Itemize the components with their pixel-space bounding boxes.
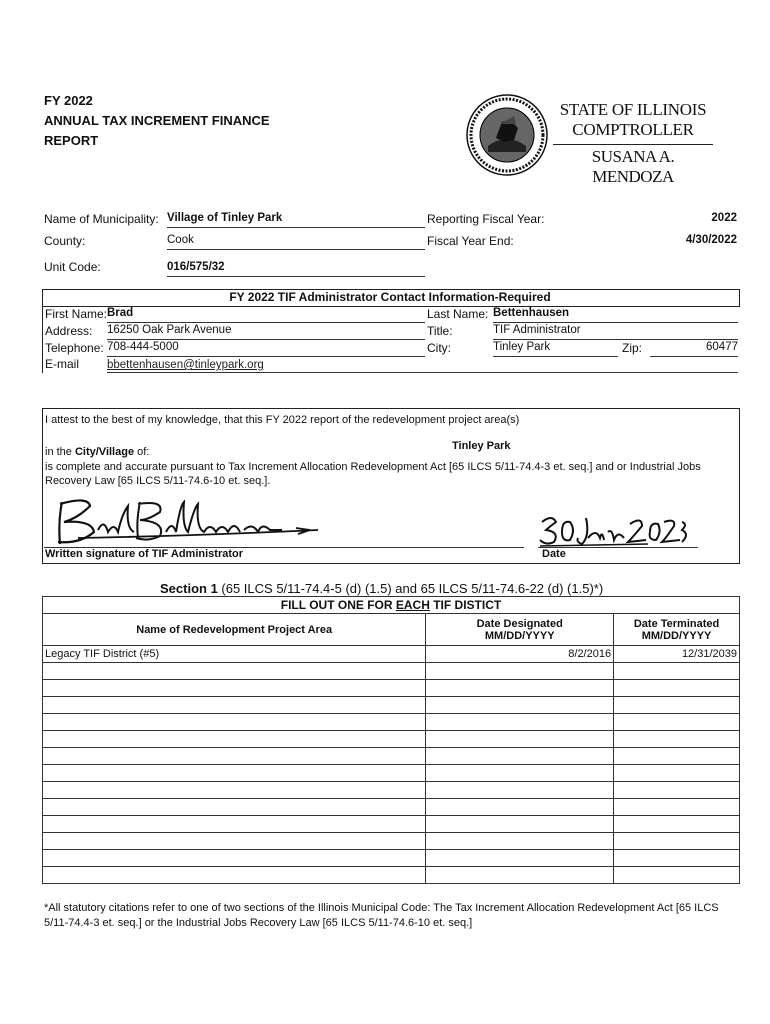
county-value: Cook — [167, 234, 425, 250]
designated-header-line-1: Date Designated — [476, 617, 563, 630]
table-row — [43, 867, 740, 884]
state-seal-icon — [466, 94, 548, 176]
empty-cell — [614, 782, 740, 799]
date-caption: Date — [542, 548, 566, 560]
empty-cell — [43, 799, 426, 816]
empty-cell — [426, 799, 614, 816]
city-value: Tinley Park — [493, 341, 618, 357]
empty-cell — [614, 816, 740, 833]
unit-code-value: 016/575/32 — [167, 261, 425, 277]
empty-cell — [43, 731, 426, 748]
date-terminated-cell: 12/31/2039 — [614, 646, 740, 663]
table-row — [43, 782, 740, 799]
attest-city-value: Tinley Park — [452, 440, 511, 452]
empty-cell — [43, 748, 426, 765]
telephone-label: Telephone: — [45, 341, 104, 355]
empty-cell — [43, 867, 426, 884]
empty-cell — [426, 833, 614, 850]
table-row — [43, 731, 740, 748]
empty-cell — [43, 697, 426, 714]
city-label: City: — [427, 341, 451, 355]
state-name: STATE OF ILLINOIS — [559, 100, 707, 119]
email-label: E-mail — [45, 357, 80, 371]
empty-cell — [614, 765, 740, 782]
empty-cell — [43, 816, 426, 833]
address-label: Address: — [45, 324, 93, 338]
empty-cell — [43, 833, 426, 850]
designated-header-line-2: MM/DD/YYYY — [484, 629, 555, 642]
address-value: 16250 Oak Park Avenue — [107, 324, 425, 340]
column-header-designated — [426, 614, 614, 646]
district-name-cell: Legacy TIF District (#5) — [43, 646, 426, 663]
empty-cell — [614, 680, 740, 697]
empty-cell — [426, 697, 614, 714]
section-1-number: Section 1 — [160, 581, 218, 596]
empty-cell — [614, 799, 740, 816]
county-label: County: — [44, 234, 86, 248]
table-row — [43, 714, 740, 731]
attest-line-1: I attest to the best of my knowledge, that this FY 2022 report of the redevelopment project area(s) — [45, 414, 520, 426]
terminated-header-line-1: Date Terminated — [633, 617, 720, 630]
empty-cell — [426, 765, 614, 782]
empty-cell — [614, 833, 740, 850]
date-designated-cell: 8/2/2016 — [426, 646, 614, 663]
table-row — [43, 680, 740, 697]
empty-cell — [426, 663, 614, 680]
empty-cell — [426, 731, 614, 748]
table-row — [43, 646, 740, 663]
empty-cell — [426, 680, 614, 697]
office-name: COMPTROLLER — [572, 120, 694, 139]
title-line-1: FY 2022 — [44, 93, 93, 108]
municipality-label: Name of Municipality: — [44, 212, 159, 226]
attest-city-line — [45, 446, 149, 458]
telephone-value: 708-444-5000 — [107, 341, 425, 357]
table-row — [43, 799, 740, 816]
fiscal-year-label: Reporting Fiscal Year: — [427, 212, 545, 226]
fiscal-year-value: 2022 — [711, 212, 737, 224]
empty-cell — [426, 782, 614, 799]
zip-value: 60477 — [650, 341, 738, 357]
empty-cell — [43, 782, 426, 799]
title-value: TIF Administrator — [493, 324, 738, 340]
fill-out-each: EACH — [395, 598, 430, 612]
table-row — [43, 748, 740, 765]
empty-cell — [426, 850, 614, 867]
section-1-citation: (65 ILCS 5/11-74.4-5 (d) (1.5) and 65 ILCS 5/11-74.6-22 (d) (1.5)*) — [217, 581, 604, 596]
official-name: SUSANA A. MENDOZA — [553, 144, 713, 187]
empty-cell — [614, 663, 740, 680]
table-row — [43, 833, 740, 850]
empty-cell — [426, 714, 614, 731]
empty-cell — [614, 748, 740, 765]
empty-cell — [43, 663, 426, 680]
column-header-terminated — [614, 614, 740, 646]
report-title — [44, 91, 270, 151]
title-line-3: REPORT — [44, 133, 99, 148]
empty-cell — [426, 748, 614, 765]
email-underline — [107, 372, 738, 373]
tif-district-table — [42, 596, 740, 884]
column-header-name: Name of Redevelopment Project Area — [43, 614, 426, 646]
first-name-label: First Name: — [45, 307, 108, 321]
fiscal-year-end-label: Fiscal Year End: — [427, 234, 514, 248]
table-row — [43, 816, 740, 833]
email-link[interactable]: bbettenhausen@tinleypark.org — [107, 359, 264, 371]
date-handwriting — [538, 510, 688, 550]
municipality-value: Village of Tinley Park — [167, 212, 425, 228]
attest-city-label: City/Village — [74, 446, 135, 458]
table-row — [43, 850, 740, 867]
empty-cell — [614, 714, 740, 731]
last-name-label: Last Name: — [427, 307, 489, 321]
title-line-2: ANNUAL TAX INCREMENT FINANCE — [44, 113, 270, 128]
empty-cell — [614, 697, 740, 714]
contact-left-border — [42, 305, 43, 373]
title-label: Title: — [427, 324, 453, 338]
zip-label: Zip: — [622, 341, 643, 355]
contact-heading: FY 2022 TIF Administrator Contact Information-Required — [229, 290, 551, 304]
fill-out-pre: FILL OUT ONE FOR — [280, 598, 396, 612]
terminated-header-line-2: MM/DD/YYYY — [641, 629, 712, 642]
empty-cell — [426, 867, 614, 884]
empty-cell — [426, 816, 614, 833]
table-row — [43, 663, 740, 680]
table-row — [43, 765, 740, 782]
fill-out-post: TIF DISTICT — [429, 598, 502, 612]
comptroller-header — [553, 100, 713, 187]
unit-code-label: Unit Code: — [44, 260, 101, 274]
empty-cell — [614, 731, 740, 748]
empty-cell — [614, 850, 740, 867]
attest-statute-text: is complete and accurate pursuant to Tax Increment Allocation Redevelopment Act [65 ILCS 5/11-74.4-3 et. seq.] and or Industrial Jobs Recovery Law [65 ILCS 5/11-74.6-10 et. seq.]. — [45, 461, 701, 487]
first-name-value: Brad — [107, 307, 425, 323]
table-row — [43, 697, 740, 714]
attest-city-prefix: in the — [45, 446, 75, 458]
empty-cell — [43, 714, 426, 731]
empty-cell — [43, 680, 426, 697]
fill-out-instruction — [43, 597, 740, 614]
administrator-signature — [48, 492, 328, 550]
last-name-value: Bettenhausen — [493, 307, 738, 323]
section-1-title — [160, 581, 603, 596]
signature-caption: Written signature of TIF Administrator — [45, 548, 244, 560]
fiscal-year-end-value: 4/30/2022 — [685, 234, 737, 246]
empty-cell — [614, 867, 740, 884]
attest-city-suffix: of: — [134, 446, 150, 458]
empty-cell — [43, 765, 426, 782]
empty-cell — [43, 850, 426, 867]
statutory-footnote: *All statutory citations refer to one of two sections of the Illinois Municipal Code: The Tax Increment Allocation Redevelopment Act [65 ILCS 5/11-74.4-3 et. seq.] or the Industrial Jobs Recovery Law [65 ILCS 5/11-74.6-10 et. seq.] — [44, 902, 719, 929]
